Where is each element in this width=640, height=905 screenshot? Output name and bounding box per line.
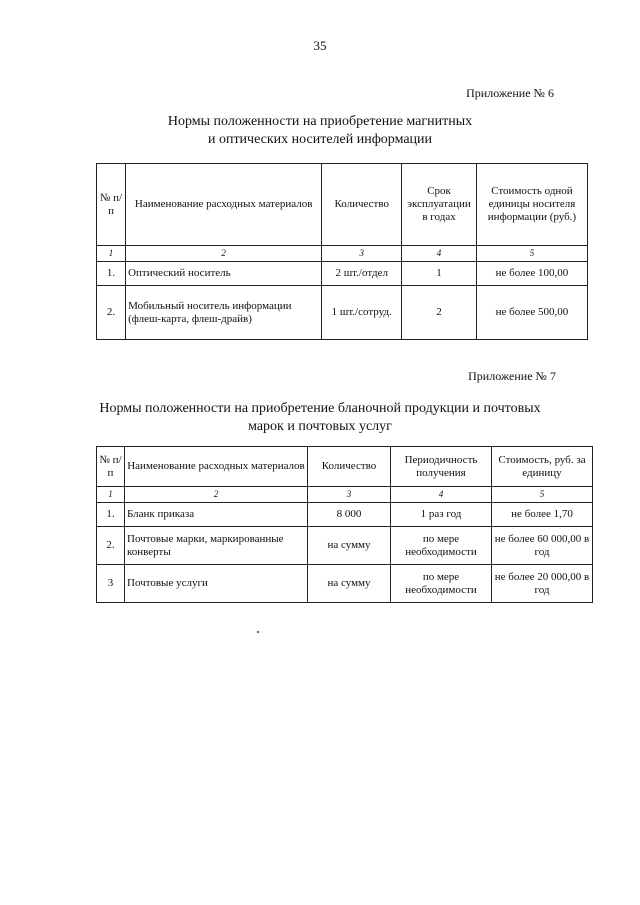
header-cell-cost: Стоимость одной единицы носителя информации (руб.) (476, 164, 587, 246)
row-number: 1. (97, 262, 126, 286)
column-number: 1 (97, 487, 125, 503)
row-periodicity: по мере необходимости (391, 527, 492, 565)
appendix-6-title (0, 113, 640, 149)
column-number: 2 (125, 487, 308, 503)
row-quantity: на сумму (308, 527, 391, 565)
header-cell-name: Наименование расходных материалов (126, 164, 322, 246)
row-term: 1 (402, 262, 477, 286)
header-cell-quantity: Количество (308, 447, 391, 487)
stray-dot-mark (257, 631, 259, 633)
row-name: Почтовые марки, маркированные конверты (125, 527, 308, 565)
row-number: 3 (97, 565, 125, 603)
header-cell-term: Срок эксплуатации в годах (402, 164, 477, 246)
table-row (97, 565, 593, 603)
column-number: 5 (492, 487, 593, 503)
table-header-row (97, 164, 588, 246)
row-periodicity: 1 раз год (391, 503, 492, 527)
column-number: 1 (97, 246, 126, 262)
row-cost: не более 60 000,00 в год (492, 527, 593, 565)
table-header-row (97, 447, 593, 487)
appendix-6-title-line-2: и оптических носителей информации (207, 132, 433, 147)
appendix-7-label: Приложение № 7 (468, 369, 556, 383)
appendix-7-title-line-2: марок и почтовых услуг (248, 419, 392, 434)
appendix-7-table (96, 446, 593, 603)
row-number: 2. (97, 527, 125, 565)
row-quantity: 1 шт./сотруд. (322, 286, 402, 340)
row-number: 1. (97, 503, 125, 527)
table-row (97, 503, 593, 527)
header-cell-number: № п/п (97, 164, 126, 246)
table-row (97, 527, 593, 565)
appendix-6-label: Приложение № 6 (466, 86, 554, 100)
row-quantity: 2 шт./отдел (322, 262, 402, 286)
row-term: 2 (402, 286, 477, 340)
row-cost: не более 1,70 (492, 503, 593, 527)
table-column-number-row (97, 246, 588, 262)
column-number: 3 (308, 487, 391, 503)
column-number: 4 (391, 487, 492, 503)
row-name: Бланк приказа (125, 503, 308, 527)
row-quantity: на сумму (308, 565, 391, 603)
row-name: Мобильный носитель информации (флеш-карта, флеш-драйв) (126, 286, 322, 340)
row-number: 2. (97, 286, 126, 340)
header-cell-cost: Стоимость, руб. за единицу (492, 447, 593, 487)
appendix-6-table (96, 163, 588, 340)
table-column-number-row (97, 487, 593, 503)
appendix-6-title-line-1: Нормы положенности на приобретение магнитных (167, 114, 473, 129)
row-cost: не более 20 000,00 в год (492, 565, 593, 603)
column-number: 3 (322, 246, 402, 262)
row-name: Почтовые услуги (125, 565, 308, 603)
column-number: 4 (402, 246, 477, 262)
table-row (97, 286, 588, 340)
row-cost: не более 500,00 (476, 286, 587, 340)
column-number: 5 (476, 246, 587, 262)
header-cell-quantity: Количество (322, 164, 402, 246)
header-cell-name: Наименование расходных материалов (125, 447, 308, 487)
row-cost: не более 100,00 (476, 262, 587, 286)
row-quantity: 8 000 (308, 503, 391, 527)
page-number: 35 (313, 38, 327, 53)
header-cell-number: № п/п (97, 447, 125, 487)
column-number: 2 (126, 246, 322, 262)
row-periodicity: по мере необходимости (391, 565, 492, 603)
table-row (97, 262, 588, 286)
row-name: Оптический носитель (126, 262, 322, 286)
appendix-7-title-line-1: Нормы положенности на приобретение бланочной продукции и почтовых (99, 401, 541, 416)
header-cell-periodicity: Периодичность получения (391, 447, 492, 487)
appendix-7-title (0, 400, 640, 436)
